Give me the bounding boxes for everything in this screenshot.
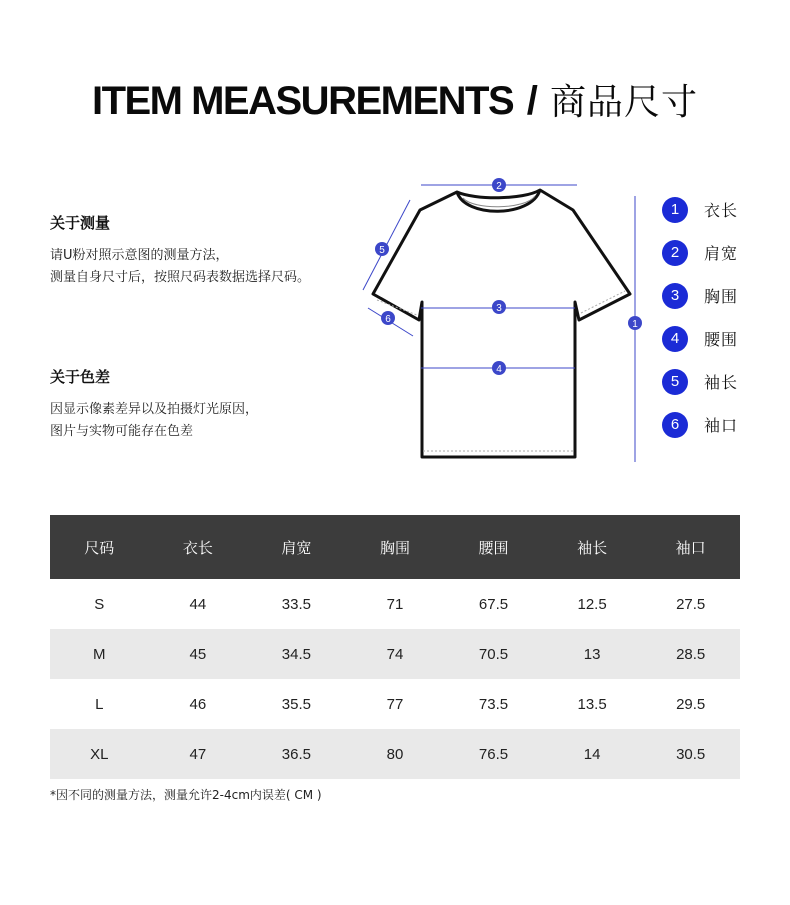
column-header: 衣长 bbox=[149, 515, 248, 579]
tshirt-body bbox=[373, 190, 630, 457]
color-note-line: 因显示像素差异以及拍摄灯光原因， bbox=[50, 402, 259, 417]
legend-number: 4 bbox=[662, 326, 688, 352]
marker-1 bbox=[628, 316, 642, 330]
marker-5 bbox=[375, 242, 389, 256]
measure-note bbox=[50, 212, 380, 289]
column-header: 肩宽 bbox=[247, 515, 346, 579]
svg-text:6: 6 bbox=[385, 314, 391, 325]
color-note-title: 关于色差 bbox=[50, 368, 111, 386]
legend-item bbox=[662, 231, 738, 274]
table-cell: 34.5 bbox=[247, 629, 346, 679]
legend-item bbox=[662, 274, 738, 317]
column-header: 腰围 bbox=[444, 515, 543, 579]
table-cell: 44 bbox=[189, 595, 207, 613]
svg-text:1: 1 bbox=[632, 319, 638, 330]
measurement-footnote: *因不同的测量方法，测量允许2-4cm内误差( CM ) bbox=[50, 788, 322, 802]
table-cell: 28.5 bbox=[641, 629, 740, 679]
legend-number: 6 bbox=[662, 412, 688, 438]
table-cell: M bbox=[50, 629, 149, 679]
table-cell: 74 bbox=[346, 629, 445, 679]
legend-number: 1 bbox=[662, 197, 688, 223]
legend-number: 3 bbox=[662, 283, 688, 309]
title-separator: / bbox=[526, 79, 537, 123]
legend-item bbox=[662, 403, 738, 446]
legend-number: 2 bbox=[662, 240, 688, 266]
legend-label: 袖口 bbox=[704, 416, 739, 435]
table-cell: 29.5 bbox=[676, 695, 706, 713]
table-cell: 77 bbox=[386, 695, 404, 713]
svg-text:4: 4 bbox=[496, 364, 502, 375]
legend-number: 5 bbox=[662, 369, 688, 395]
page-title bbox=[0, 74, 790, 125]
table-cell: 27.5 bbox=[676, 595, 706, 613]
size-chart-table bbox=[50, 515, 740, 779]
column-header: 袖口 bbox=[641, 515, 740, 579]
table-cell: 13 bbox=[543, 629, 642, 679]
marker-4 bbox=[492, 361, 506, 375]
legend-item bbox=[662, 188, 738, 231]
marker-6 bbox=[381, 311, 395, 325]
table-cell: 80 bbox=[346, 729, 445, 779]
table-cell: XL bbox=[50, 729, 149, 779]
tshirt-outline-icon bbox=[355, 170, 655, 470]
column-header: 胸围 bbox=[346, 515, 445, 579]
measure-note-line: 测量自身尺寸后，按照尺码表数据选择尺码。 bbox=[50, 270, 311, 285]
table-cell: 46 bbox=[189, 695, 207, 713]
marker-3 bbox=[492, 300, 506, 314]
table-cell: 71 bbox=[386, 595, 404, 613]
measure-note-title: 关于测量 bbox=[50, 214, 111, 232]
table-cell: 76.5 bbox=[444, 729, 543, 779]
svg-text:2: 2 bbox=[496, 181, 502, 192]
table-cell: 73.5 bbox=[478, 695, 509, 713]
column-header: 袖长 bbox=[543, 515, 642, 579]
table-cell: 13.5 bbox=[577, 695, 607, 713]
legend-label: 肩宽 bbox=[704, 244, 739, 263]
measurement-legend bbox=[662, 188, 738, 446]
table-row bbox=[50, 629, 740, 679]
table-header-row bbox=[50, 515, 740, 579]
table-cell: 70.5 bbox=[444, 629, 543, 679]
marker-2 bbox=[492, 178, 506, 192]
table-cell: 47 bbox=[149, 729, 248, 779]
table-cell: 35.5 bbox=[281, 695, 311, 713]
table-cell: 67.5 bbox=[478, 595, 509, 613]
title-en: ITEM MEASUREMENTS bbox=[91, 79, 514, 123]
measure-note-line: 请U粉对照示意图的测量方法， bbox=[50, 248, 229, 263]
legend-item bbox=[662, 360, 738, 403]
legend-label: 袖长 bbox=[704, 373, 739, 392]
column-header: 尺码 bbox=[50, 515, 149, 579]
table-cell: 12.5 bbox=[577, 595, 607, 613]
table-cell: 45 bbox=[149, 629, 248, 679]
table-row bbox=[50, 579, 740, 629]
title-cn: 商品尺寸 bbox=[550, 81, 699, 122]
table-cell: 36.5 bbox=[247, 729, 346, 779]
legend-label: 腰围 bbox=[704, 330, 739, 349]
table-row bbox=[50, 729, 740, 779]
color-note-line: 图片与实物可能存在色差 bbox=[50, 424, 194, 439]
table-row bbox=[50, 679, 740, 729]
table-cell: S bbox=[94, 595, 105, 613]
legend-item bbox=[662, 317, 738, 360]
legend-label: 胸围 bbox=[704, 287, 739, 306]
svg-text:3: 3 bbox=[496, 303, 502, 314]
svg-text:5: 5 bbox=[379, 245, 385, 256]
table-cell: L bbox=[95, 695, 104, 713]
legend-label: 衣长 bbox=[704, 201, 739, 220]
table-cell: 33.5 bbox=[281, 595, 311, 613]
table-cell: 30.5 bbox=[641, 729, 740, 779]
color-note bbox=[50, 366, 380, 443]
table-cell: 14 bbox=[543, 729, 642, 779]
